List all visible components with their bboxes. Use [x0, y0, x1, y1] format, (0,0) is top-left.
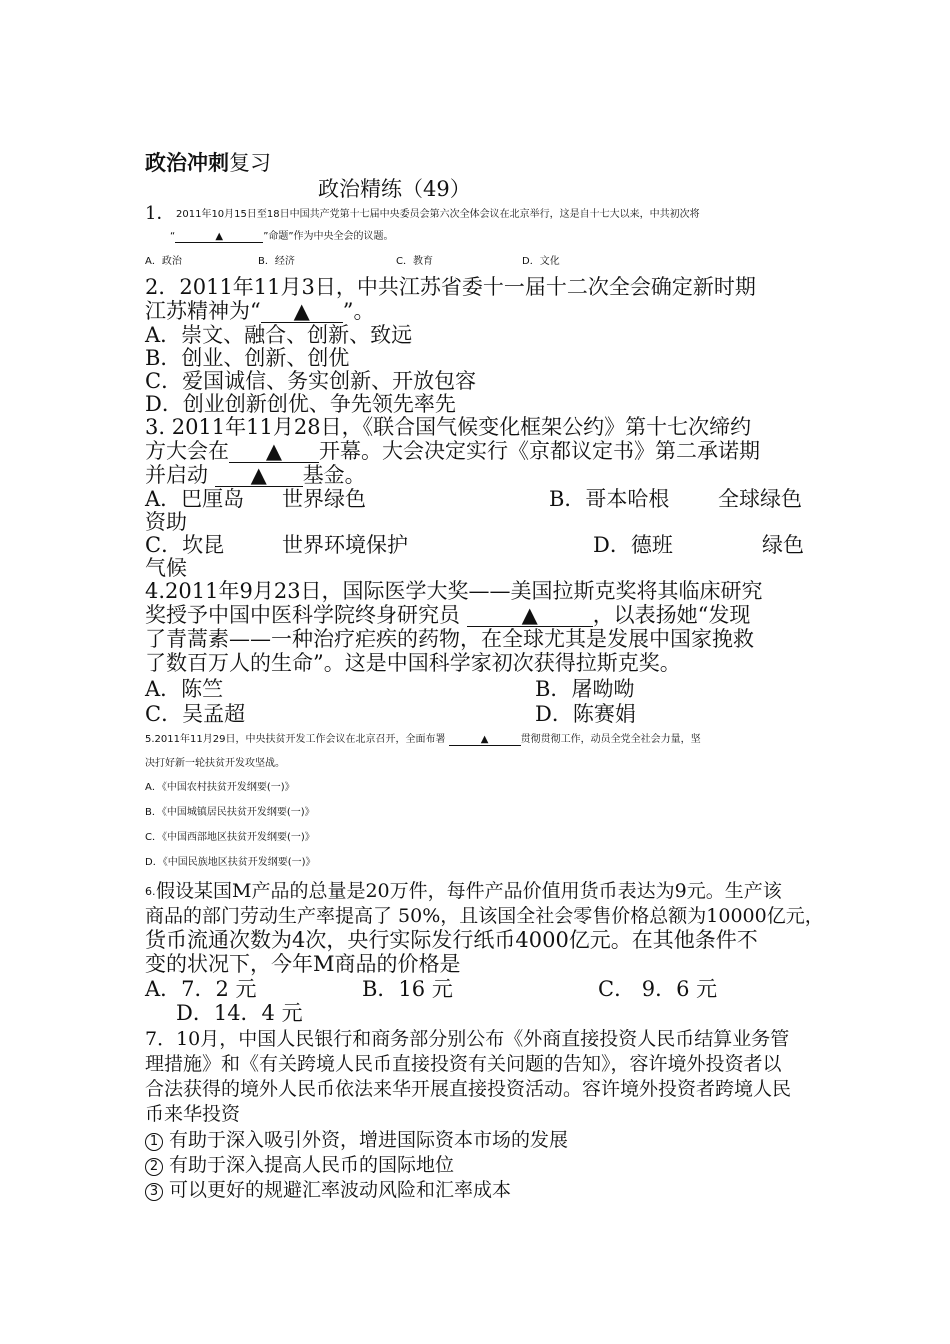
q5-blank: ▲ [449, 735, 521, 746]
q1-option-a: A．政治 [145, 256, 182, 267]
q1-text-line2: “ ▲ ”命题”作为中央全会的议题。 [170, 231, 394, 242]
q2-line2: 江苏精神为“ ▲ ”。 [145, 299, 375, 323]
q3-option-a-detail: 世界绿色 [282, 487, 366, 511]
q4-line1: 4.2011年9月23日，国际医学大奖——美国拉斯克奖将其临床研究 [145, 579, 763, 603]
q3-blank-2: ▲ [215, 465, 303, 487]
q6-option-a: A．7．2 元 [145, 977, 257, 1001]
q3-option-b: B．哥本哈根 [549, 487, 670, 511]
q3-option-d-detail: 绿色 [762, 533, 804, 557]
q7-item-text: 可以更好的规避汇率波动风险和汇率成本 [169, 1179, 512, 1201]
q7-line1: 7．10月，中国人民银行和商务部分别公布《外商直接投资人民币结算业务管 [145, 1028, 790, 1050]
q7-item-text: 有助于深入吸引外资，增进国际资本市场的发展 [169, 1129, 569, 1151]
q1-number: 1． [145, 203, 175, 224]
q1-text-line1: 2011年10月15日至18日中国共产党第十七届中央委员会第六次全体会议在北京举行，这是自十七大以来，中共初次将 [176, 209, 700, 220]
q3-line3: 并启动 ▲ 基金。 [145, 463, 366, 487]
q6-number: 6. [145, 885, 156, 898]
q3-option-c: C．坎昆 [145, 533, 225, 557]
q4-blank: ▲ [467, 605, 593, 627]
q3-option-b-wrap: 资助 [145, 510, 187, 534]
q7-line3: 合法获得的境外人民币依法来华开展直接投资活动。容许境外投资者跨境人民 [145, 1078, 792, 1100]
q5-option-b: B．《中国城镇居民扶贫开发纲要(一)》 [145, 807, 315, 818]
q3-line2: 方大会在 ▲ 开幕。大会决定实行《京都议定书》第二承诺期 [145, 439, 760, 463]
q4-option-d: D．陈赛娟 [535, 702, 636, 726]
q3-option-d-wrap: 气候 [145, 556, 187, 580]
q2-option-b: B．创业、创新、创优 [145, 346, 350, 370]
q7-line2: 理措施》和《有关跨境人民币直接投资有关问题的告知》，容许境外投资者以 [145, 1053, 782, 1075]
q1-blank: ▲ [175, 232, 263, 243]
q4-option-b: B．屠呦呦 [535, 677, 635, 701]
q3-option-a: A．巴厘岛 [145, 487, 245, 511]
q5-line1: 5.2011年11月29日，中央扶贫开发工作会议在北京召开，全面布署 ▲ 贯彻贯彻工作，动员全党全社会力量，坚 [145, 734, 701, 745]
circled-number-3-icon: 3 [145, 1183, 163, 1201]
q7-item-2 [145, 1152, 454, 1178]
q6-line3: 货币流通次数为4次，央行实际发行纸币4000亿元。在其他条件不 [145, 928, 758, 952]
circled-number-2-icon: 2 [145, 1158, 163, 1176]
q4-line2: 奖授予中国中医科学院终身研究员 ▲ ，以表扬她“发现 [145, 603, 751, 627]
q1-option-c: C．教育 [396, 256, 433, 267]
q7-item-3 [145, 1177, 511, 1203]
q6-option-b: B．16 元 [362, 977, 453, 1001]
q2-option-a: A．崇文、融合、创新、致远 [145, 323, 413, 347]
q6-line1: 假设某国M产品的总量是20万件，每件产品价值用货币表达为9元。生产该 [156, 880, 782, 902]
title-bold: 政治冲刺 [145, 150, 229, 175]
q6-option-d: D．14．4 元 [176, 1001, 303, 1025]
q2-blank: ▲ [261, 301, 343, 323]
q5-option-d: D．《中国民族地区扶贫开发纲要(一)》 [145, 857, 316, 868]
q5-line2: 决打好新一轮扶贫开发攻坚战。 [145, 758, 285, 769]
q1-option-b: B．经济 [258, 256, 295, 267]
q3-option-c-detail: 世界环境保护 [282, 533, 408, 557]
circled-number-1-icon: 1 [145, 1133, 163, 1151]
q2-option-d: D．创业创新创优、争先领先率先 [145, 392, 456, 416]
page-title [145, 150, 271, 176]
q7-item-1 [145, 1127, 568, 1153]
page-subtitle: 政治精练（49） [318, 177, 471, 201]
q4-line4: 了数百万人的生命”。这是中国科学家初次获得拉斯克奖。 [145, 651, 681, 675]
q7-item-text: 有助于深入提高人民币的国际地位 [169, 1154, 455, 1176]
q4-option-c: C．吴孟超 [145, 702, 246, 726]
q6-line4: 变的状况下，今年M商品的价格是 [145, 952, 461, 976]
q5-option-a: A．《中国农村扶贫开发纲要(一)》 [145, 782, 295, 793]
q4-line3: 了青蒿素——一种治疗疟疾的药物，在全球尤其是发展中国家挽救 [145, 627, 754, 651]
q1-option-d: D．文化 [522, 256, 560, 267]
q3-line1: 3. 2011年11月28日，《联合国气候变化框架公约》第十七次缔约 [145, 415, 752, 439]
q6-option-c: C． 9．6 元 [598, 977, 718, 1001]
title-rest: 复习 [229, 151, 271, 175]
q5-option-c: C．《中国西部地区扶贫开发纲要(一)》 [145, 832, 315, 843]
q6-line2: 商品的部门劳动生产率提高了 50%，且该国全社会零售价格总额为10000亿元， [145, 905, 824, 927]
q2-line1: 2．2011年11月3日，中共江苏省委十一届十二次全会确定新时期 [145, 275, 756, 299]
q4-option-a: A．陈竺 [145, 677, 224, 701]
q3-blank-1: ▲ [229, 441, 319, 463]
q3-option-b-detail: 全球绿色 [718, 487, 802, 511]
q3-option-d: D．德班 [593, 533, 673, 557]
q2-option-c: C．爱国诚信、务实创新、开放包容 [145, 369, 477, 393]
q7-line4: 币来华投资 [145, 1103, 241, 1125]
